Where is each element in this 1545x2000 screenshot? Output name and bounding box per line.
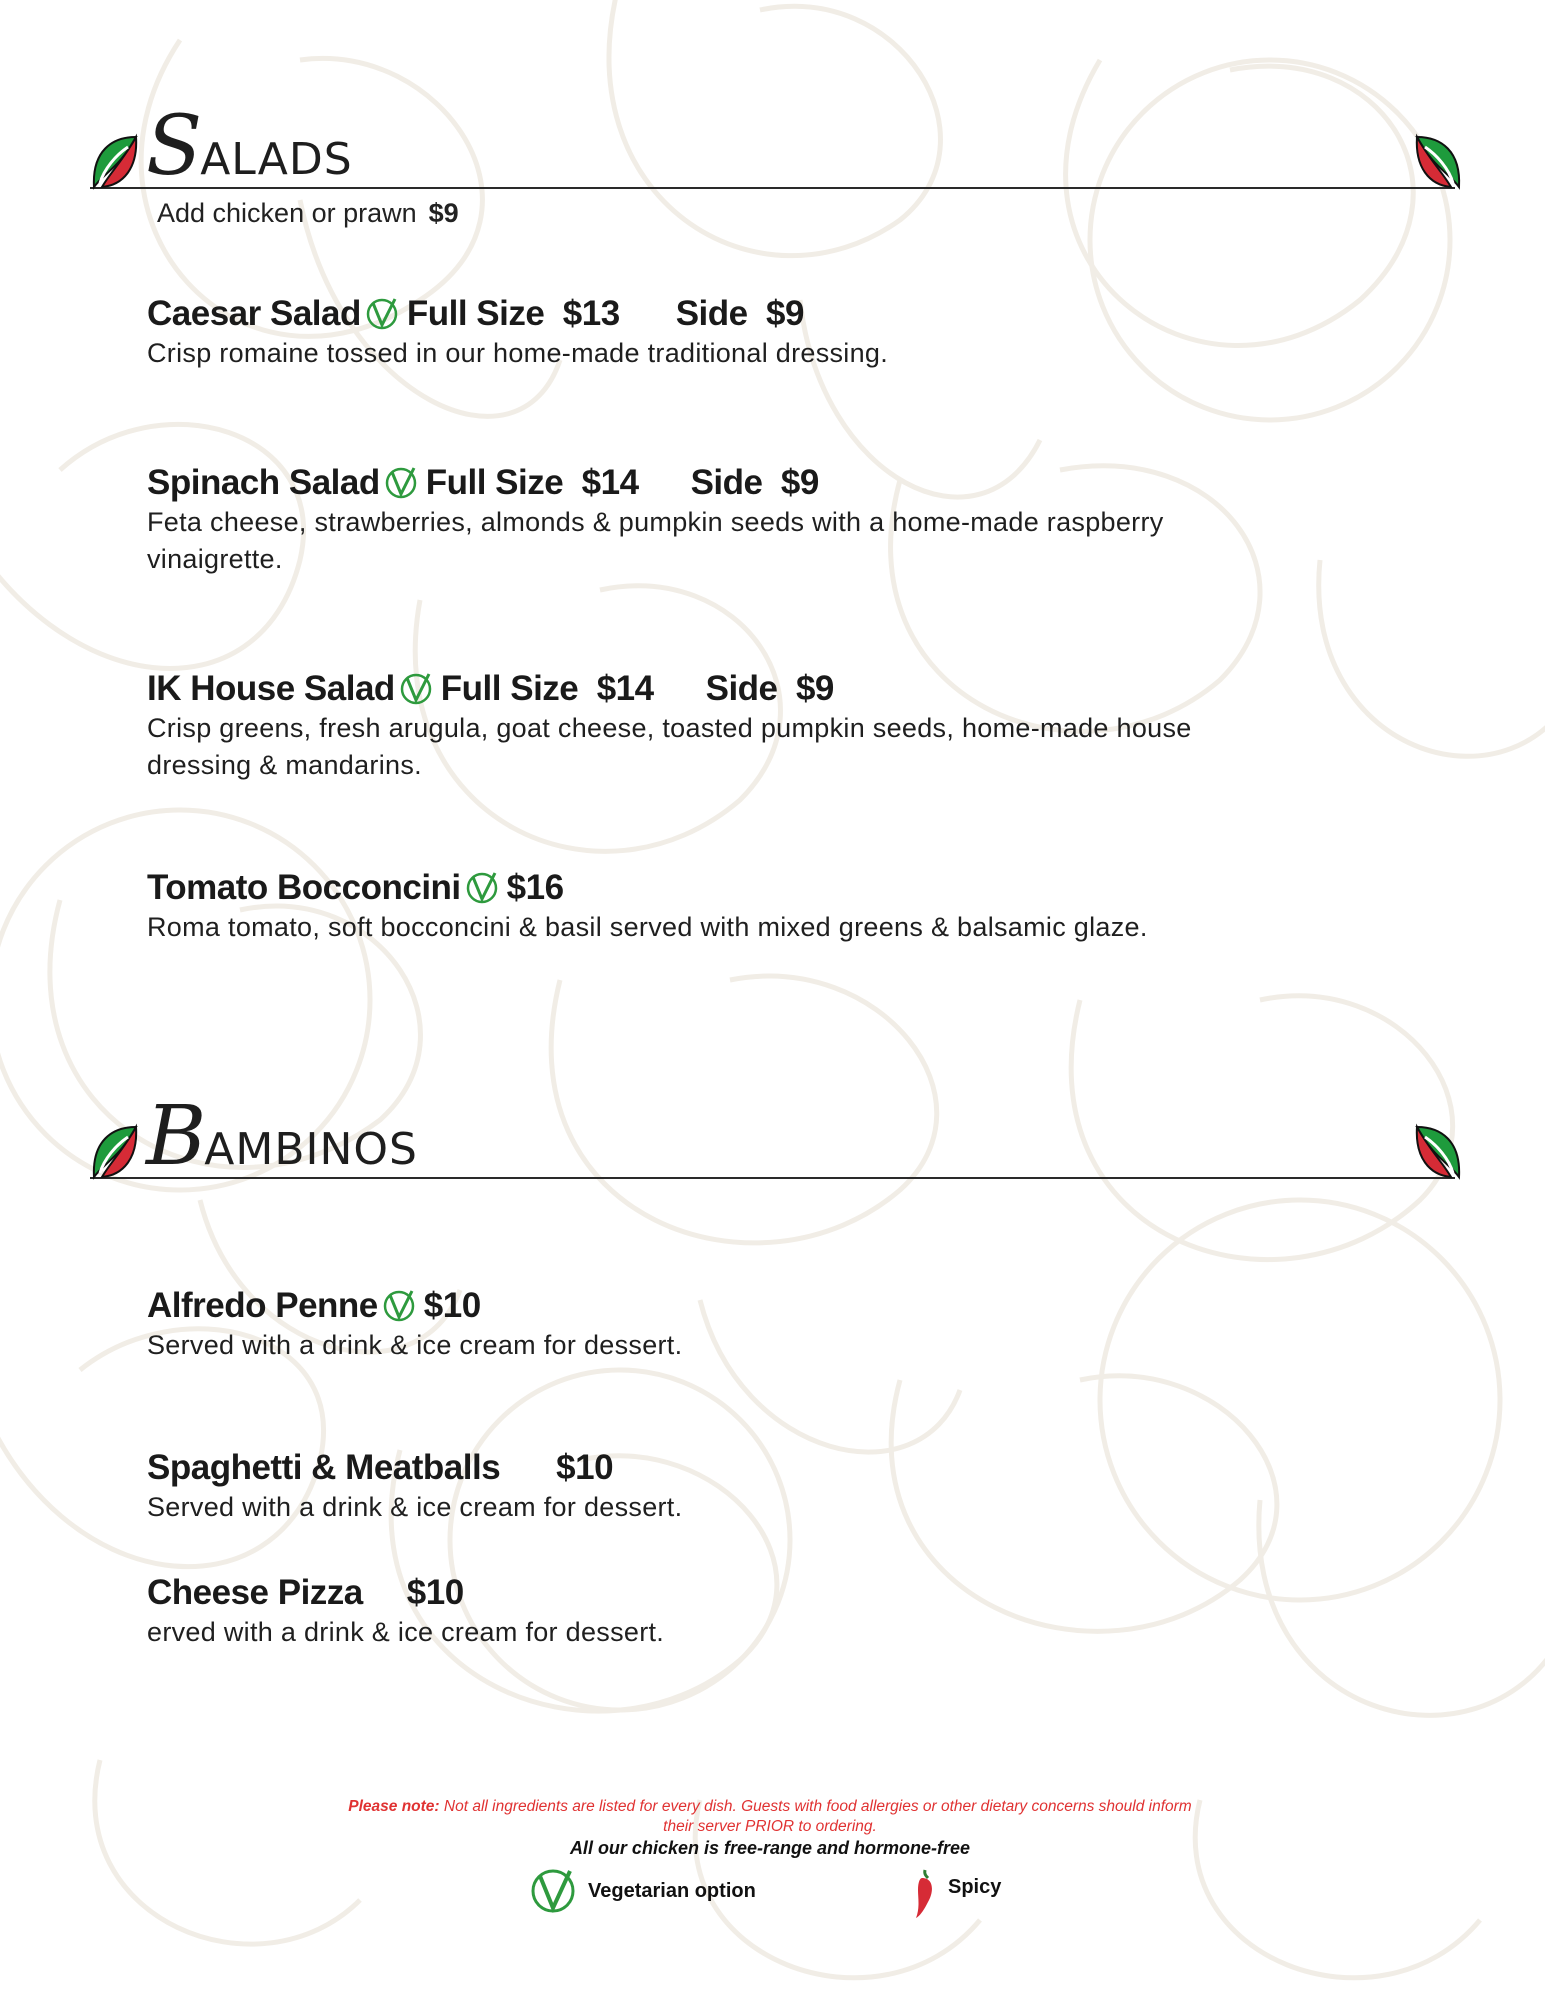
menu-item-name: Spinach Salad bbox=[147, 463, 380, 502]
menu-item-name: Spaghetti & Meatballs bbox=[147, 1448, 501, 1487]
menu-item bbox=[147, 1572, 1347, 1651]
menu-item-side-price: Side $9 bbox=[690, 463, 819, 502]
menu-item-name: Tomato Bocconcini bbox=[147, 868, 461, 907]
menu-item-price: $10 bbox=[406, 1573, 464, 1612]
menu-item-description: Crisp greens, fresh arugula, goat cheese, toasted pumpkin seeds, home-made house dressing & mandarins. bbox=[147, 713, 1192, 780]
free-range-note: All our chicken is free-range and hormone-free bbox=[569, 1838, 971, 1858]
addon-label: Add chicken or prawn bbox=[157, 198, 417, 228]
salads-title bbox=[146, 99, 353, 194]
salads-title-initial: S bbox=[146, 99, 201, 194]
menu-item bbox=[147, 1447, 1347, 1526]
menu-item-description: erved with a drink & ice cream for dessert. bbox=[147, 1617, 665, 1647]
menu-item-price: $10 bbox=[423, 1286, 481, 1325]
menu-item bbox=[147, 462, 1187, 578]
menu-item-heading bbox=[147, 293, 1347, 335]
menu-item-heading bbox=[147, 1285, 1347, 1327]
menu-item-side-price: Side $9 bbox=[675, 294, 804, 333]
vegetarian-v-icon bbox=[365, 297, 399, 331]
italian-leaf-icon bbox=[1413, 1123, 1463, 1181]
menu-item-name: Alfredo Penne bbox=[147, 1286, 378, 1325]
menu-item-heading bbox=[147, 867, 1347, 909]
vegetarian-v-icon bbox=[382, 1289, 416, 1323]
menu-item-description: Served with a drink & ice cream for dessert. bbox=[147, 1330, 683, 1360]
allergy-note bbox=[340, 1797, 1200, 1837]
menu-item-name: Cheese Pizza bbox=[147, 1573, 363, 1612]
bambinos-title bbox=[146, 1089, 418, 1184]
menu-item-heading bbox=[147, 668, 1267, 710]
salads-section-header bbox=[90, 95, 1455, 194]
menu-item-heading bbox=[147, 1572, 1347, 1614]
vegetarian-v-icon bbox=[465, 871, 499, 905]
legend-vegetarian bbox=[530, 1868, 756, 1914]
menu-item bbox=[147, 867, 1347, 946]
vegetarian-v-icon bbox=[399, 672, 433, 706]
menu-item-description: Crisp romaine tossed in our home-made traditional dressing. bbox=[147, 338, 889, 368]
allergy-note-text: Not all ingredients are listed for every dish. Guests with food allergies or other dietary concerns should inform their server PRIOR to ordering. bbox=[443, 1798, 1192, 1835]
vegetarian-v-icon bbox=[530, 1868, 576, 1914]
menu-item-description: Roma tomato, soft bocconcini & basil served with mixed greens & balsamic glaze. bbox=[147, 912, 1148, 942]
menu-item-name: Caesar Salad bbox=[147, 294, 361, 333]
menu-item bbox=[147, 1285, 1347, 1364]
menu-item-price: Full Size $14 bbox=[425, 463, 639, 502]
menu-item-price: Full Size $14 bbox=[440, 669, 654, 708]
addon-price: $9 bbox=[428, 198, 459, 228]
legend-vegetarian-label: Vegetarian option bbox=[588, 1879, 756, 1902]
menu-item-heading bbox=[147, 1447, 1347, 1489]
menu-item-side-price: Side $9 bbox=[705, 669, 834, 708]
menu-item-price: Full Size $13 bbox=[406, 294, 620, 333]
menu-item-name: IK House Salad bbox=[147, 669, 395, 708]
bambinos-section-header bbox=[90, 1085, 1455, 1184]
menu-item-price: $10 bbox=[556, 1448, 614, 1487]
bambinos-title-initial: B bbox=[146, 1089, 205, 1184]
allergy-note-label: Please note: bbox=[348, 1798, 440, 1815]
menu-item bbox=[147, 293, 1347, 372]
chili-pepper-icon bbox=[912, 1868, 938, 1920]
italian-leaf-icon bbox=[90, 1123, 140, 1181]
menu-item bbox=[147, 668, 1267, 784]
bambinos-title-rest: AMBINOS bbox=[204, 1124, 418, 1175]
menu-item-heading bbox=[147, 462, 1187, 504]
menu-item-description: Served with a drink & ice cream for dessert. bbox=[147, 1492, 683, 1522]
legend-spicy bbox=[912, 1868, 1001, 1920]
menu-item-price: $16 bbox=[506, 868, 564, 907]
vegetarian-v-icon bbox=[384, 466, 418, 500]
italian-leaf-icon bbox=[1413, 133, 1463, 191]
salads-title-rest: ALADS bbox=[200, 134, 353, 185]
legend-spicy-label: Spicy bbox=[948, 1876, 1002, 1898]
salads-addon-note bbox=[157, 198, 459, 229]
menu-item-description: Feta cheese, strawberries, almonds & pumpkin seeds with a home-made raspberry vinaigrette. bbox=[147, 507, 1164, 574]
italian-leaf-icon bbox=[90, 133, 140, 191]
